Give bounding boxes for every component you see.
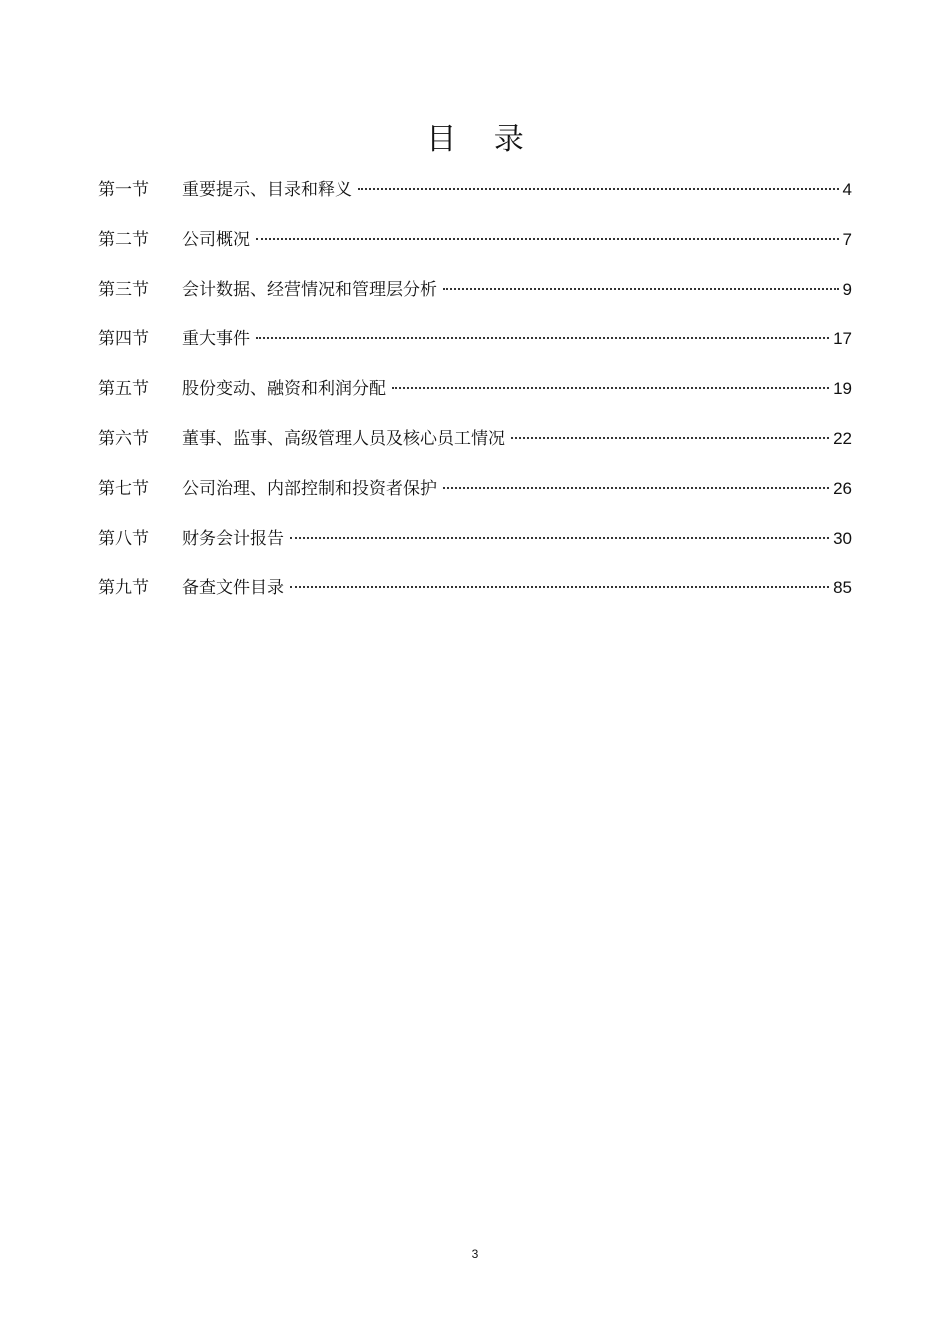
toc-page-number: 9 bbox=[842, 279, 852, 299]
toc-section-label: 第六节 bbox=[98, 428, 149, 449]
toc-entry-title: 备查文件目录 bbox=[182, 578, 284, 599]
toc-entry-title: 重要提示、目录和释义 bbox=[182, 180, 352, 200]
toc-section-label: 第九节 bbox=[98, 578, 149, 599]
toc-page-number: 30 bbox=[833, 528, 852, 548]
toc-section-label: 第八节 bbox=[98, 528, 149, 549]
toc-page-number: 17 bbox=[833, 329, 852, 349]
toc-entry-title: 董事、监事、高级管理人员及核心员工情况 bbox=[182, 428, 505, 449]
toc-entry-title: 会计数据、经营情况和管理层分析 bbox=[182, 279, 437, 300]
table-of-contents bbox=[98, 175, 852, 623]
toc-section-label: 第一节 bbox=[98, 180, 149, 200]
toc-section-label: 第二节 bbox=[98, 229, 149, 250]
toc-entry-title: 财务会计报告 bbox=[182, 528, 284, 549]
dot-leader bbox=[511, 437, 829, 439]
dot-leader bbox=[256, 337, 829, 339]
dot-leader bbox=[443, 288, 839, 290]
toc-entry-9[interactable] bbox=[98, 573, 852, 623]
toc-entry-2[interactable] bbox=[98, 225, 852, 275]
toc-page-number: 7 bbox=[842, 229, 852, 249]
toc-entry-title: 公司治理、内部控制和投资者保护 bbox=[182, 478, 437, 499]
toc-entry-3[interactable] bbox=[98, 275, 852, 325]
toc-page-number: 85 bbox=[833, 578, 852, 598]
dot-leader bbox=[392, 387, 829, 389]
toc-entry-title: 重大事件 bbox=[182, 329, 250, 350]
dot-leader bbox=[256, 238, 839, 240]
toc-section-label: 第七节 bbox=[98, 478, 149, 499]
dot-leader bbox=[290, 537, 829, 539]
page-title: 目 录 bbox=[426, 122, 538, 157]
toc-entry-7[interactable] bbox=[98, 474, 852, 524]
toc-entry-title: 公司概况 bbox=[182, 229, 250, 250]
dot-leader bbox=[358, 188, 839, 190]
toc-page-number: 22 bbox=[833, 428, 852, 448]
dot-leader bbox=[290, 586, 829, 588]
toc-entry-6[interactable] bbox=[98, 424, 852, 474]
toc-entry-1[interactable] bbox=[98, 175, 852, 225]
toc-entry-8[interactable] bbox=[98, 524, 852, 574]
toc-section-label: 第五节 bbox=[98, 379, 149, 400]
dot-leader bbox=[443, 487, 829, 489]
toc-page-number: 26 bbox=[833, 478, 852, 498]
toc-entry-title: 股份变动、融资和利润分配 bbox=[182, 379, 386, 400]
toc-page-number: 19 bbox=[833, 379, 852, 399]
toc-entry-4[interactable] bbox=[98, 324, 852, 374]
toc-entry-5[interactable] bbox=[98, 374, 852, 424]
page-footer-number: 3 bbox=[471, 1247, 479, 1261]
toc-page-number: 4 bbox=[842, 180, 852, 199]
toc-section-label: 第四节 bbox=[98, 329, 149, 350]
toc-section-label: 第三节 bbox=[98, 279, 149, 300]
